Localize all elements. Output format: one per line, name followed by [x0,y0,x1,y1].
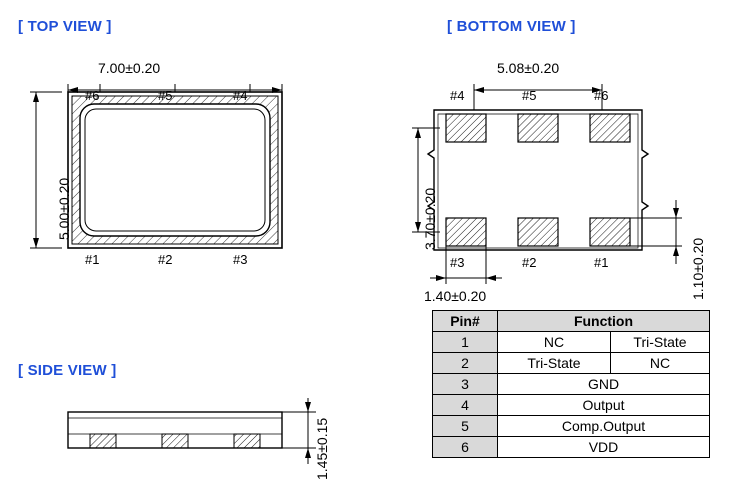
bottom-view-pad-width-dimension: 1.40±0.20 [424,288,487,304]
bottom-view-title: [ BOTTOM VIEW ] [447,18,576,35]
bottom-view-pin-6: #6 [594,88,609,103]
bottom-view-pin-4: #4 [450,88,465,103]
pin-number: 1 [433,332,498,353]
pin-function-a: Comp.Output [498,416,710,437]
bottom-view-pin-5: #5 [522,88,537,103]
top-view-pin-5: #5 [158,88,173,103]
pin-number: 3 [433,374,498,395]
pin-function-a: NC [498,332,611,353]
pin-function-b: Tri-State [611,332,710,353]
top-view-pin-1: #1 [85,252,100,267]
table-header-pin: Pin# [433,311,498,332]
pin-function-a: VDD [498,437,710,458]
bottom-view-drawing [390,50,710,300]
pin-number: 6 [433,437,498,458]
table-row [433,353,710,374]
top-view-pin-4: #4 [233,88,248,103]
top-view-pin-3: #3 [233,252,248,267]
pin-number: 5 [433,416,498,437]
bottom-view-pin-3: #3 [450,255,465,270]
table-row [433,332,710,353]
top-view-pin-6: #6 [85,88,100,103]
table-row [433,416,710,437]
pin-function-a: Tri-State [498,353,611,374]
pin-function-a: GND [498,374,710,395]
top-view-title: [ TOP VIEW ] [18,18,112,35]
top-view-width-dimension: 7.00±0.20 [98,60,161,76]
bottom-view-pin-2: #2 [522,255,537,270]
side-view-drawing [40,390,320,480]
bottom-view-pitch-dimension: 5.08±0.20 [497,60,560,76]
bottom-view-span-dimension: 3.70±0.20 [422,187,438,250]
pin-number: 2 [433,353,498,374]
side-view-thickness-dimension: 1.45±0.15 [314,417,330,480]
pin-number: 4 [433,395,498,416]
side-view-title: [ SIDE VIEW ] [18,362,117,379]
pin-function-b: NC [611,353,710,374]
table-row [433,437,710,458]
top-view-drawing [0,50,380,280]
table-header-function: Function [498,311,710,332]
bottom-view-pad-height-dimension: 1.10±0.20 [690,237,706,300]
table-header-row [433,311,710,332]
table-row [433,395,710,416]
top-view-pin-2: #2 [158,252,173,267]
top-view-height-dimension: 5.00±0.20 [56,177,72,240]
bottom-view-pin-1: #1 [594,255,609,270]
pin-function-table [432,310,710,458]
table-row [433,374,710,395]
pin-function-a: Output [498,395,710,416]
